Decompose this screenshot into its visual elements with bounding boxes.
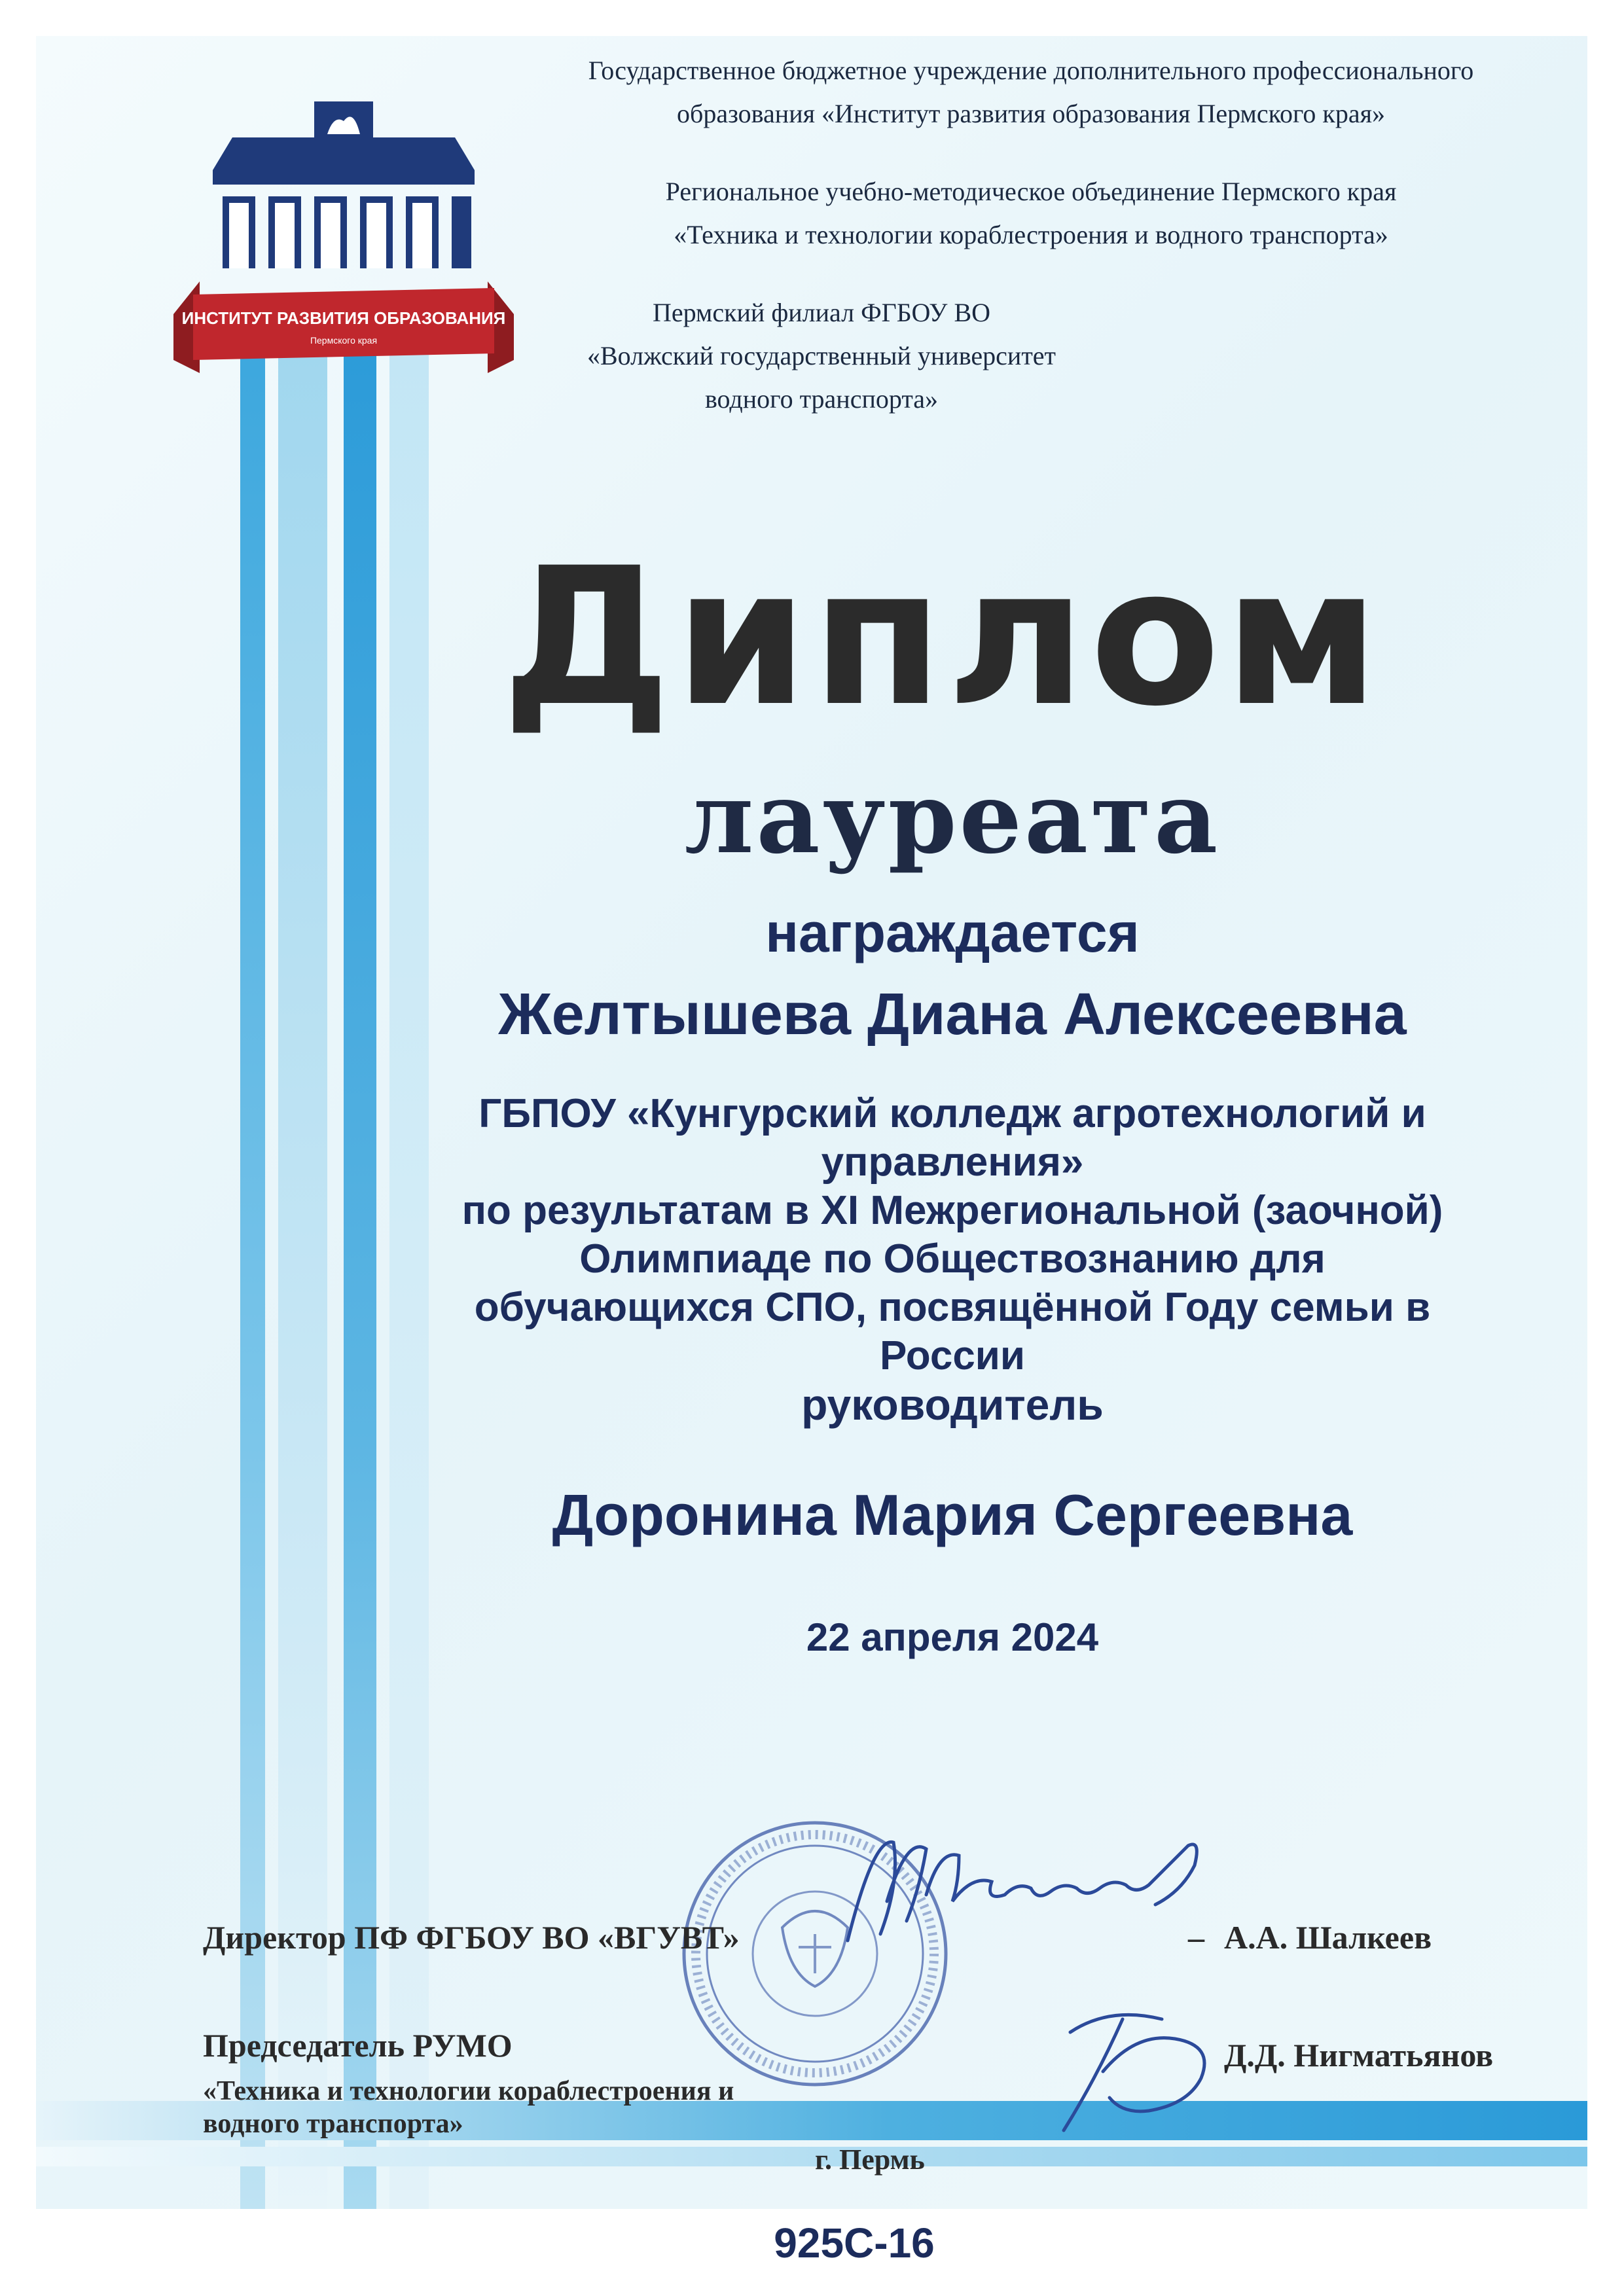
- chair-title: Председатель РУМО: [203, 2027, 513, 2064]
- chair-org-line2: водного транспорта»: [203, 2109, 463, 2139]
- header-branch-line3: водного транспорта»: [704, 384, 939, 414]
- stripe-bottom-band-light: [36, 2147, 1587, 2166]
- recipient-name: Желтышева Диана Алексеевна: [498, 982, 1407, 1047]
- director-title: Директор ПФ ФГБОУ ВО «ВГУВТ»: [203, 1919, 740, 1956]
- director-dash: –: [1188, 1919, 1204, 1956]
- chair-name: Д.Д. Нигматьянов: [1224, 2037, 1494, 2073]
- award-details: [344, 1090, 1561, 1429]
- header-rumo-line2: «Техника и технологии кораблестроения и водного транспорта»: [674, 220, 1388, 249]
- chair-signature: [1044, 1993, 1240, 2150]
- director-name: А.А. Шалкеев: [1224, 1919, 1432, 1956]
- document-code: 925С-16: [774, 2219, 935, 2267]
- award-date: 22 апреля 2024: [806, 1615, 1099, 1659]
- org-line2: управления»: [821, 1139, 1084, 1185]
- awarded-label: награждается: [765, 902, 1140, 963]
- chair-org-line1: «Техника и технологии кораблестроения и: [203, 2076, 734, 2106]
- logo-ribbon-text: ИНСТИТУТ РАЗВИТИЯ ОБРАЗОВАНИЯ: [181, 308, 506, 328]
- logo-ribbon-subtext: Пермского края: [310, 335, 378, 346]
- reason-line4: России: [879, 1333, 1026, 1378]
- diploma-subtitle: лауреата: [684, 761, 1221, 876]
- diploma-title: Диплом: [501, 528, 1384, 748]
- reason-line1: по результатам в XI Межрегиональной (заочной): [461, 1188, 1443, 1233]
- reason-line3: обучающихся СПО, посвящённой Году семьи в: [474, 1285, 1431, 1330]
- header-institute-line1: Государственное бюджетное учреждение дополнительного профессионального: [588, 56, 1474, 85]
- header-institute: [494, 49, 1568, 135]
- header-rumo-line1: Региональное учебно-методическое объединение Пермского края: [665, 177, 1397, 206]
- institute-logo: [173, 98, 514, 393]
- city: г. Пермь: [815, 2144, 925, 2176]
- header-rumo: [494, 170, 1568, 257]
- header-institute-line2: образования «Институт развития образования Пермского края»: [677, 99, 1385, 128]
- supervisor-name: Доронина Мария Сергеевна: [552, 1482, 1353, 1547]
- diploma-sheet: [36, 36, 1587, 2209]
- header-branch: [494, 291, 1149, 421]
- chair-org: [203, 2075, 734, 2140]
- header-branch-line2: «Волжский государственный университет: [586, 341, 1056, 370]
- org-line1: ГБПОУ «Кунгурский колледж агротехнологий и: [478, 1091, 1426, 1136]
- supervisor-label: руководитель: [801, 1380, 1104, 1429]
- header-branch-line1: Пермский филиал ФГБОУ ВО: [652, 298, 991, 327]
- reason-line2: Олимпиаде по Обществознанию для: [579, 1236, 1326, 1282]
